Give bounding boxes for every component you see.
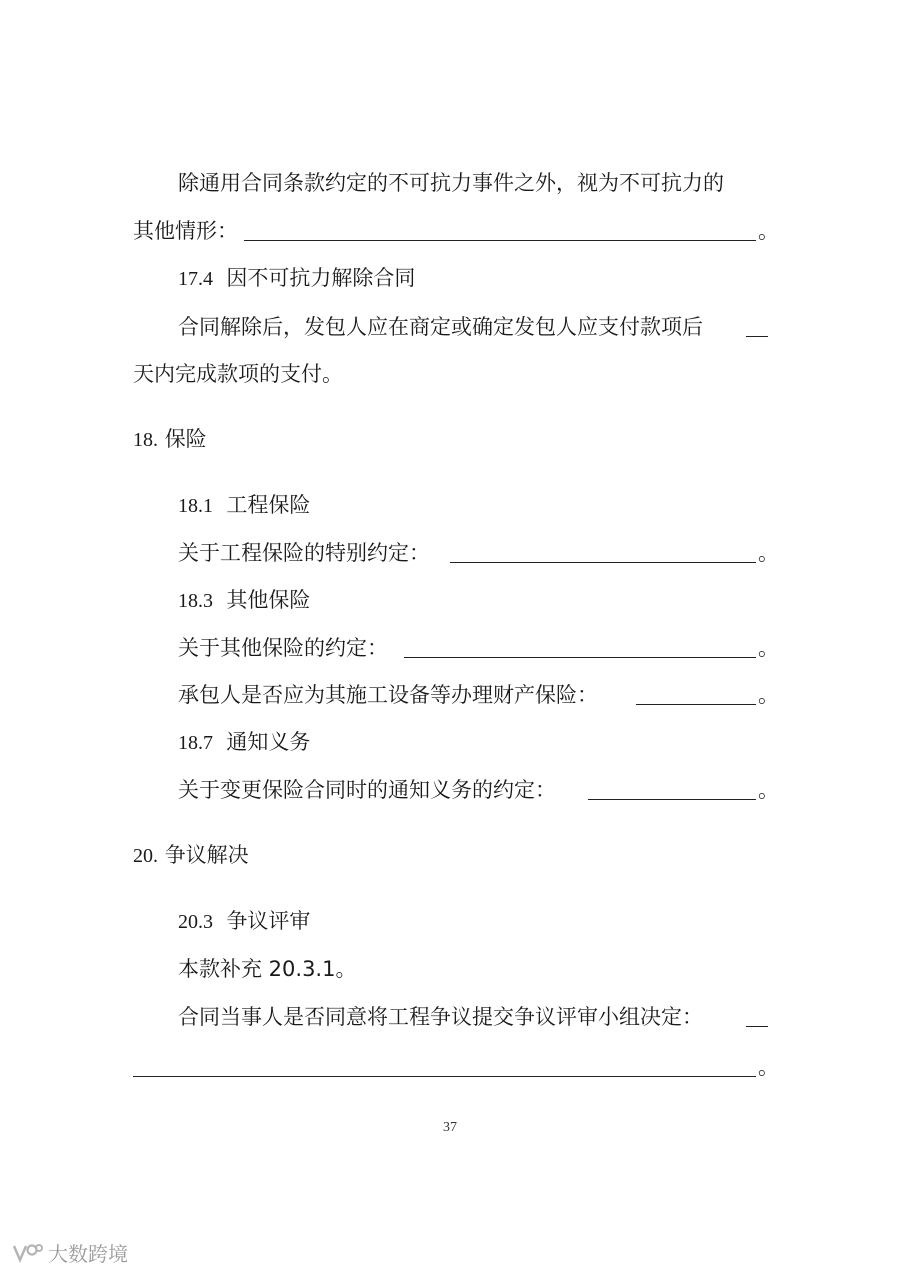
paragraph-property-insurance: 承包人是否应为其施工设备等办理财产保险： [178,683,598,707]
heading-number: 17.4 [178,268,213,290]
heading-number: 18. [133,429,158,451]
heading-text: 保险 [164,427,207,451]
period: 。 [758,1055,779,1079]
heading-18 [133,424,207,455]
blank-days[interactable] [746,336,768,337]
blank-dispute-review-start[interactable] [746,1026,768,1027]
blank-dispute-review[interactable] [133,1076,756,1077]
heading-number: 18.7 [178,732,213,754]
heading-20-3 [178,906,310,937]
paragraph-other-insurance: 关于其他保险的约定： [178,636,388,660]
heading-20 [133,840,249,871]
heading-text: 因不可抗力解除合同 [226,266,416,290]
watermark-text: 大数跨境 [48,1242,128,1266]
heading-text: 争议解决 [164,843,249,867]
paragraph-other-situations: 其他情形： [133,219,238,243]
period: 。 [758,683,779,707]
heading-text: 工程保险 [226,493,311,517]
heading-text: 通知义务 [226,730,311,754]
paragraph-notification-duty: 关于变更保险合同时的通知义务的约定： [178,778,556,802]
paragraph-force-majeure-other: 除通用合同条款约定的不可抗力事件之外，视为不可抗力的 [178,171,724,195]
blank-other-situations[interactable] [244,240,756,241]
period: 。 [758,636,779,660]
heading-number: 18.1 [178,495,213,517]
heading-18-3 [178,585,310,616]
heading-text: 其他保险 [226,588,311,612]
heading-18-1 [178,490,310,521]
period: 。 [758,219,779,243]
blank-other-insurance[interactable] [404,657,756,658]
heading-number: 18.3 [178,590,213,612]
period: 。 [758,778,779,802]
heading-number: 20. [133,845,158,867]
blank-engineering-insurance[interactable] [450,562,756,563]
period: 。 [758,541,779,565]
heading-18-7 [178,727,310,758]
paragraph-engineering-insurance: 关于工程保险的特别约定： [178,541,430,565]
watermark [10,1238,128,1267]
paragraph-dispute-review: 合同当事人是否同意将工程争议提交争议评审小组决定： [178,1005,703,1029]
paragraph-contract-termination: 合同解除后，发包人应在商定或确定发包人应支付款项后 [178,315,703,339]
heading-number: 20.3 [178,911,213,933]
paragraph-supplement: 本款补充 20.3.1。 [178,957,357,981]
paragraph-payment-completion: 天内完成款项的支付。 [133,362,343,386]
blank-property-insurance[interactable] [636,704,756,705]
heading-17-4 [178,263,415,294]
blank-notification-duty[interactable] [588,799,756,800]
page-number: 37 [443,1120,457,1135]
watermark-logo-icon [10,1240,44,1266]
heading-text: 争议评审 [226,909,311,933]
